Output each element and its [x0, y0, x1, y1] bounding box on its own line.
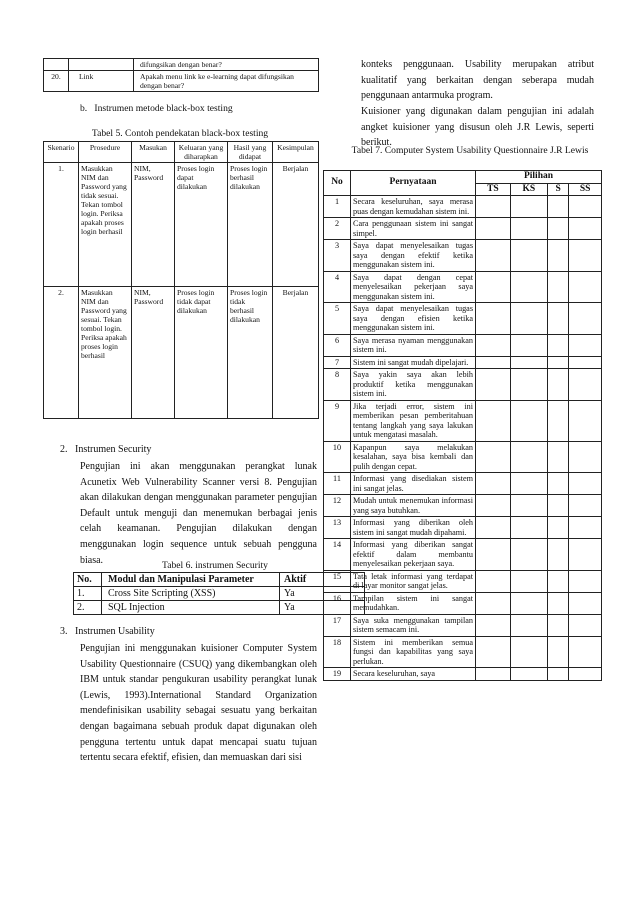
choice-cell[interactable]: [547, 240, 569, 272]
col-header: Hasil yang didapat: [228, 142, 273, 163]
choice-cell[interactable]: [569, 570, 602, 592]
choice-cell[interactable]: [569, 196, 602, 218]
col-header: S: [547, 183, 569, 196]
cell-statement: Saya merasa nyaman menggunakan sistem ini.: [351, 334, 476, 356]
choice-cell[interactable]: [476, 400, 511, 441]
table-row: [324, 668, 602, 681]
table-row: [324, 539, 602, 571]
table-header-row: [44, 142, 319, 163]
cell-no: 17: [324, 614, 351, 636]
cell-statement: Informasi yang diberikan sangat efektif dalam membantu menyelesaikan pekerjaan saya.: [351, 539, 476, 571]
cell-no: 15: [324, 570, 351, 592]
cell-no: [44, 59, 69, 71]
choice-cell[interactable]: [569, 539, 602, 571]
cell-actual: Proses login tidak berhasil dilakukan: [228, 287, 273, 419]
cell-active: Ya: [280, 601, 365, 615]
choice-cell[interactable]: [547, 303, 569, 335]
choice-cell[interactable]: [510, 495, 547, 517]
choice-cell[interactable]: [476, 517, 511, 539]
cell-no: 2.: [74, 601, 102, 615]
choice-cell[interactable]: [476, 303, 511, 335]
table-row: [44, 163, 319, 287]
choice-cell[interactable]: [510, 668, 547, 681]
table-row: [324, 400, 602, 441]
choice-cell[interactable]: [510, 592, 547, 614]
choice-cell[interactable]: [569, 592, 602, 614]
blackbox-heading: b. Instrumen metode black-box testing: [80, 103, 233, 114]
choice-cell[interactable]: [476, 369, 511, 401]
cell-result: Berjalan: [273, 287, 319, 419]
cell-statement: Secara keseluruhan, saya merasa puas dengan kemudahan sistem ini.: [351, 196, 476, 218]
table-row: [324, 592, 602, 614]
choice-cell[interactable]: [476, 334, 511, 356]
table-row: [44, 59, 319, 71]
choice-cell[interactable]: [547, 441, 569, 473]
table-continued: [43, 58, 319, 92]
cell-desc: Apakah menu link ke e-learning dapat difungsikan dengan benar?: [134, 71, 319, 92]
table6-caption: Tabel 6. instrumen Security: [162, 560, 268, 571]
table-row: [324, 196, 602, 218]
cell-statement: Saya yakin saya akan lebih produktif ketika menggunakan sistem ini.: [351, 369, 476, 401]
cell-statement: Tata letak informasi yang terdapat di layar monitor sangat jelas.: [351, 570, 476, 592]
table-row: [324, 303, 602, 335]
choice-cell[interactable]: [476, 196, 511, 218]
choice-cell[interactable]: [476, 473, 511, 495]
choice-cell[interactable]: [547, 495, 569, 517]
cell-statement: Sistem ini memberikan semua fungsi dan kapabilitas yang saya perlukan.: [351, 636, 476, 668]
col-header: Skenario: [44, 142, 79, 163]
cell-scenario: 1.: [44, 163, 79, 287]
cell-no: 16: [324, 592, 351, 614]
security-table: [73, 572, 365, 615]
cell-no: 19: [324, 668, 351, 681]
table7-caption: Tabel 7. Computer System Usability Questionnaire J.R Lewis: [351, 145, 589, 156]
choice-cell[interactable]: [569, 441, 602, 473]
choice-cell[interactable]: [510, 539, 547, 571]
choice-cell[interactable]: [569, 271, 602, 303]
cell-no: 5: [324, 303, 351, 335]
choice-cell[interactable]: [510, 473, 547, 495]
table-row: [324, 218, 602, 240]
cell-module: SQL Injection: [102, 601, 280, 615]
choice-cell[interactable]: [510, 218, 547, 240]
cell-procedure: Masukkan NIM dan Password yang sesuai. Tekan tombol login. Periksa apakah proses login berhasil: [79, 287, 132, 419]
security-body: Pengujian ini akan menggunakan perangkat lunak Acunetix Web Vulnerability Scanner versi 8. Pengujian akan dilakukan dengan menggunakan parameter pengujian Default untuk menguji dan menemukan berbagai jenis celah keamanan. Pengujian dilakukan dengan menggunakan login sequence untuk sebuah pengguna biasa.: [80, 461, 317, 566]
cell-no: 3: [324, 240, 351, 272]
choice-cell[interactable]: [547, 400, 569, 441]
choice-cell[interactable]: [510, 369, 547, 401]
choice-cell[interactable]: [547, 473, 569, 495]
table-header-row: [74, 573, 365, 587]
cell-no: 12: [324, 495, 351, 517]
cell-input: NIM, Password: [132, 287, 175, 419]
table5-caption: Tabel 5. Contoh pendekatan black-box testing: [91, 128, 269, 139]
choice-cell[interactable]: [547, 517, 569, 539]
choice-cell[interactable]: [510, 240, 547, 272]
choice-cell[interactable]: [510, 614, 547, 636]
choice-cell[interactable]: [547, 636, 569, 668]
choice-cell[interactable]: [547, 334, 569, 356]
choice-cell[interactable]: [510, 303, 547, 335]
choice-cell[interactable]: [476, 570, 511, 592]
col-header: Prosedure: [79, 142, 132, 163]
cell-item: [69, 59, 134, 71]
table-row: [44, 71, 319, 92]
col-header: Pernyataan: [351, 171, 476, 196]
right-paragraph-1: konteks penggunaan. Usability merupakan atribut kualitatif yang berkaitan dengan seberapa mudah penggunaan antarmuka program.: [361, 59, 594, 102]
cell-statement: Cara penggunaan sistem ini sangat simpel.: [351, 218, 476, 240]
table-row: [44, 287, 319, 419]
choice-cell[interactable]: [547, 356, 569, 369]
col-header: Keluaran yang diharapkan: [175, 142, 228, 163]
col-header: TS: [476, 183, 511, 196]
security-heading: 2. Instrumen Security: [60, 444, 152, 455]
choice-cell[interactable]: [569, 334, 602, 356]
col-header: Pilihan: [476, 171, 602, 184]
choice-cell[interactable]: [547, 369, 569, 401]
choice-cell[interactable]: [510, 441, 547, 473]
col-header: No: [324, 171, 351, 196]
choice-cell[interactable]: [510, 196, 547, 218]
choice-cell[interactable]: [547, 592, 569, 614]
choice-cell[interactable]: [476, 592, 511, 614]
cell-no: 10: [324, 441, 351, 473]
cell-statement: Informasi yang diberikan oleh sistem ini sangat mudah dipahami.: [351, 517, 476, 539]
col-header: KS: [510, 183, 547, 196]
cell-statement: Sistem ini sangat mudah dipelajari.: [351, 356, 476, 369]
table-row: [324, 517, 602, 539]
table-row: [324, 636, 602, 668]
cell-result: Berjalan: [273, 163, 319, 287]
choice-cell[interactable]: [476, 356, 511, 369]
table-row: [324, 271, 602, 303]
cell-statement: Saya suka menggunakan tampilan sistem semacam ini.: [351, 614, 476, 636]
cell-no: 9: [324, 400, 351, 441]
table-row: [324, 369, 602, 401]
choice-cell[interactable]: [569, 356, 602, 369]
choice-cell[interactable]: [547, 614, 569, 636]
choice-cell[interactable]: [569, 495, 602, 517]
choice-cell[interactable]: [569, 473, 602, 495]
choice-cell[interactable]: [510, 334, 547, 356]
choice-cell[interactable]: [547, 668, 569, 681]
col-header: Kesimpulan: [273, 142, 319, 163]
table-row: [324, 240, 602, 272]
choice-cell[interactable]: [510, 271, 547, 303]
cell-procedure: Masukkan NIM dan Password yang tidak sesuai. Tekan tombol login. Periksa apakah proses login berhasil: [79, 163, 132, 287]
choice-cell[interactable]: [569, 303, 602, 335]
cell-statement: Secara keseluruhan, saya: [351, 668, 476, 681]
choice-cell[interactable]: [476, 539, 511, 571]
cell-no: 2: [324, 218, 351, 240]
cell-no: 1: [324, 196, 351, 218]
cell-statement: Saya dapat menyelesaikan tugas saya dengan efektif ketika menggunakan sistem ini.: [351, 240, 476, 272]
cell-no: 20.: [44, 71, 69, 92]
choice-cell[interactable]: [569, 636, 602, 668]
cell-expected: Proses login dapat dilakukan: [175, 163, 228, 287]
table-row: [324, 441, 602, 473]
cell-statement: Saya dapat menyelesaikan tugas saya dengan efisien ketika menggunakan sistem ini.: [351, 303, 476, 335]
cell-actual: Proses login berhasil dilakukan: [228, 163, 273, 287]
right-paragraph-2: Kuisioner yang digunakan dalam pengujian ini adalah angket kuisioner yang disusun oleh J.R Lewis, seperti berikut.: [361, 106, 594, 149]
blackbox-table: [43, 141, 319, 419]
col-header: Aktif: [280, 573, 365, 587]
table-row: [324, 334, 602, 356]
choice-cell[interactable]: [547, 539, 569, 571]
choice-cell[interactable]: [510, 400, 547, 441]
cell-statement: Informasi yang disediakan sistem ini sangat jelas.: [351, 473, 476, 495]
choice-cell[interactable]: [510, 356, 547, 369]
cell-no: 11: [324, 473, 351, 495]
choice-cell[interactable]: [569, 218, 602, 240]
choice-cell[interactable]: [476, 441, 511, 473]
col-header: Masukan: [132, 142, 175, 163]
choice-cell[interactable]: [569, 369, 602, 401]
cell-statement: Kapanpun saya melakukan kesalahan, saya bisa kembali dan pulih dengan cepat.: [351, 441, 476, 473]
choice-cell[interactable]: [476, 495, 511, 517]
cell-active: Ya: [280, 587, 365, 601]
choice-cell[interactable]: [510, 636, 547, 668]
cell-statement: Mudah untuk menemukan informasi yang saya butuhkan.: [351, 495, 476, 517]
table-row: [324, 570, 602, 592]
choice-cell[interactable]: [569, 668, 602, 681]
choice-cell[interactable]: [476, 614, 511, 636]
cell-no: 4: [324, 271, 351, 303]
usability-heading: 3. Instrumen Usability: [60, 626, 155, 637]
cell-scenario: 2.: [44, 287, 79, 419]
cell-item: Link: [69, 71, 134, 92]
choice-cell[interactable]: [569, 614, 602, 636]
table-row: [324, 614, 602, 636]
cell-statement: Saya dapat dengan cepat menyelesaikan pekerjaan saya menggunakan sistem ini.: [351, 271, 476, 303]
choice-cell[interactable]: [510, 517, 547, 539]
cell-expected: Proses login tidak dapat dilakukan: [175, 287, 228, 419]
col-header: SS: [569, 183, 602, 196]
choice-cell[interactable]: [569, 240, 602, 272]
usability-body: Pengujian ini menggunakan kuisioner Computer System Usability Questionnaire (CSUQ) yang dikembangkan oleh IBM untuk standar pengukuran usability perangkat lunak (Lewis, 1993).International Standard Organization mendefinisikan usability sebagai sesuatu yang berkaitan dengan bagaimana sebuah produk dapat digunakan oleh pengguna tertentu untuk dapat mencapai suatu tujuan tertentu secara efektif, efisien, dan memuaskan dari sisi: [80, 643, 317, 764]
table-row: [74, 587, 365, 601]
choice-cell[interactable]: [569, 400, 602, 441]
cell-no: 14: [324, 539, 351, 571]
choice-cell[interactable]: [476, 668, 511, 681]
choice-cell[interactable]: [476, 271, 511, 303]
cell-statement: Tampilan sistem ini sangat memudahkan.: [351, 592, 476, 614]
table-row: [324, 495, 602, 517]
cell-desc: difungsikan dengan benar?: [134, 59, 319, 71]
cell-no: 7: [324, 356, 351, 369]
col-header: No.: [74, 573, 102, 587]
table-row: [324, 356, 602, 369]
table-row: [324, 473, 602, 495]
choice-cell[interactable]: [476, 240, 511, 272]
csuq-table: [323, 170, 602, 681]
choice-cell[interactable]: [547, 218, 569, 240]
table-header-row: [324, 171, 602, 184]
col-header: Modul dan Manipulasi Parameter: [102, 573, 280, 587]
choice-cell[interactable]: [510, 570, 547, 592]
choice-cell[interactable]: [547, 271, 569, 303]
cell-input: NIM, Password: [132, 163, 175, 287]
table-row: [74, 601, 365, 615]
choice-cell[interactable]: [547, 196, 569, 218]
cell-no: 13: [324, 517, 351, 539]
cell-no: 1.: [74, 587, 102, 601]
choice-cell[interactable]: [547, 570, 569, 592]
cell-no: 18: [324, 636, 351, 668]
cell-module: Cross Site Scripting (XSS): [102, 587, 280, 601]
choice-cell[interactable]: [476, 636, 511, 668]
cell-no: 8: [324, 369, 351, 401]
cell-statement: Jika terjadi error, sistem ini memberikan pesan pemberitahuan tentang langkah yang saya lakukan untuk mengatasi masalah.: [351, 400, 476, 441]
cell-no: 6: [324, 334, 351, 356]
choice-cell[interactable]: [569, 517, 602, 539]
choice-cell[interactable]: [476, 218, 511, 240]
